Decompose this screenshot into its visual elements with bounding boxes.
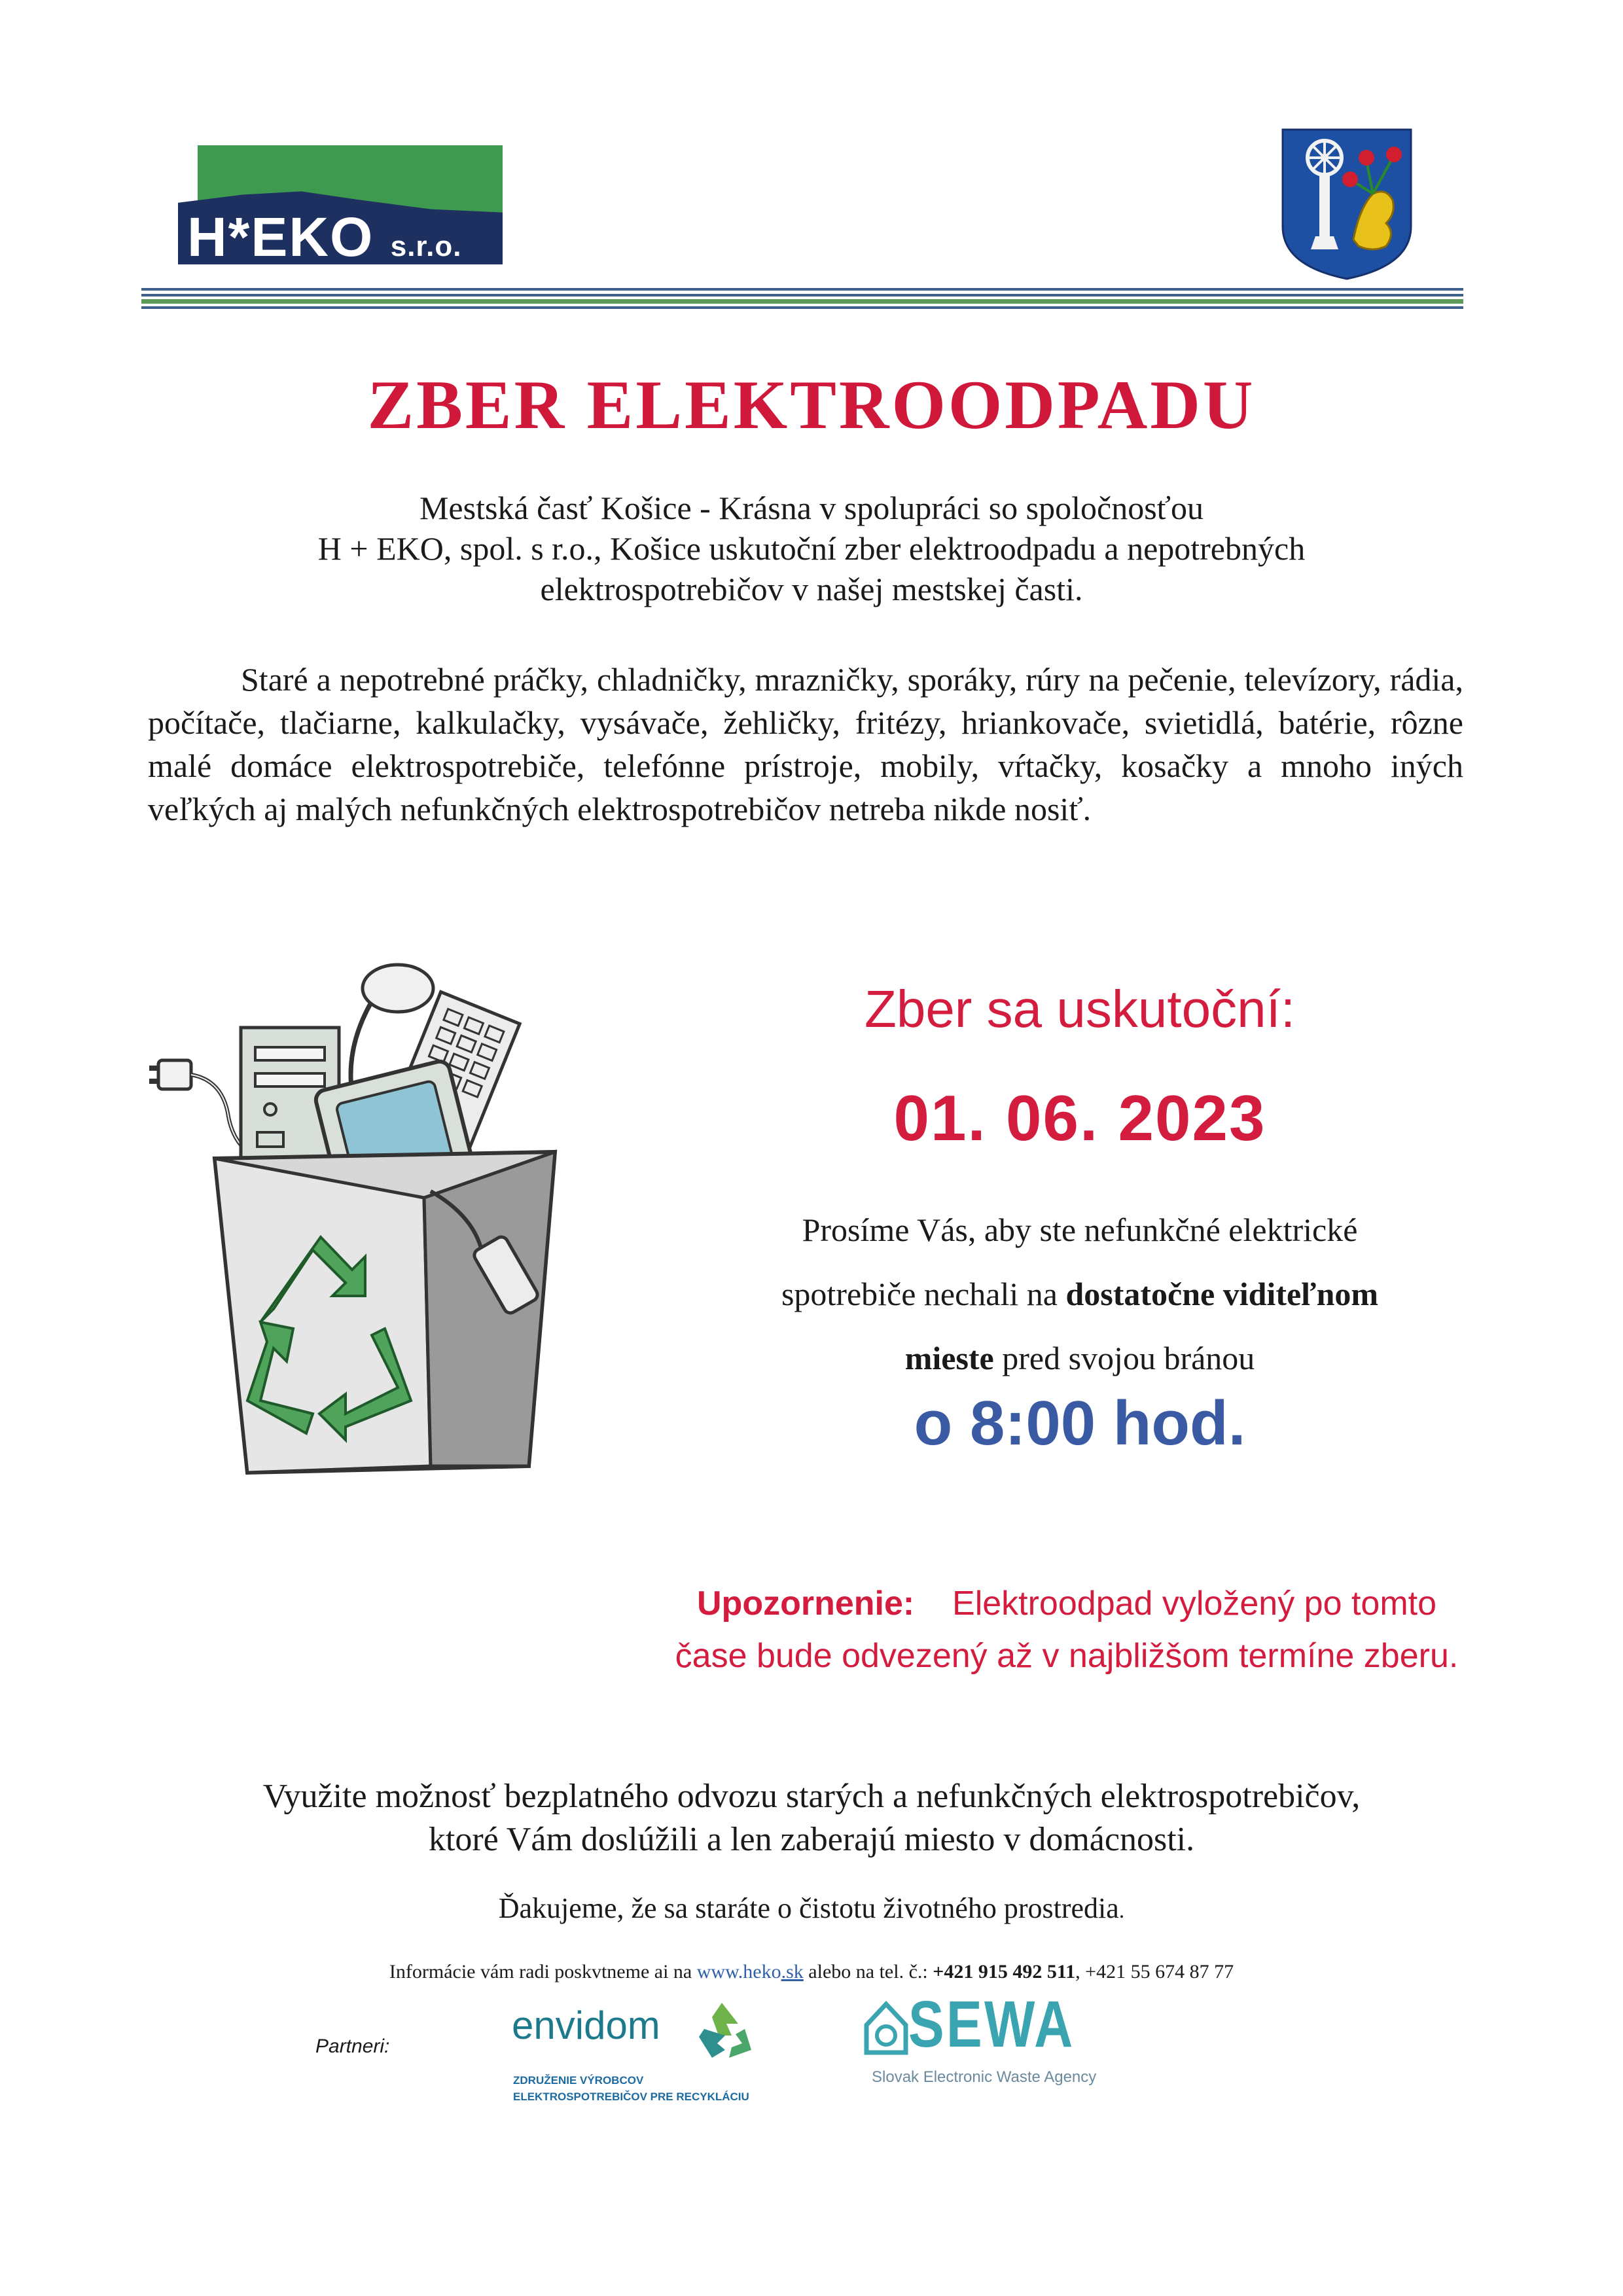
website-link-tld: .sk xyxy=(781,1961,804,1982)
envidom-logo xyxy=(510,2003,772,2114)
logo-text: H*EKO xyxy=(187,206,374,268)
envidom-subtitle: ZDRUŽENIE VÝROBCOV xyxy=(513,2074,644,2087)
request-line xyxy=(707,1326,1453,1390)
sewa-name: SEWA xyxy=(908,1988,1075,2061)
closing-line: ktoré Vám doslúžili a len zaberajú miesto v domácnosti. xyxy=(428,1821,1195,1858)
request-text: pred svojou bránou xyxy=(993,1340,1255,1376)
collection-time: o 8:00 hod. xyxy=(914,1388,1246,1458)
logo-suffix: s.r.o. xyxy=(390,230,462,262)
collection-label: Zber sa uskutoční: xyxy=(864,980,1296,1038)
page-title: ZBER ELEKTROODPADU xyxy=(367,367,1256,443)
info-middle: alebo na tel. č.: xyxy=(803,1961,933,1982)
thanks-message: Ďakujeme, že sa staráte o čistotu životného prostredia xyxy=(498,1892,1119,1924)
thanks-period: . xyxy=(1118,1899,1125,1923)
info-prefix: Informácie vám radi poskvtneme ai na xyxy=(389,1961,697,1982)
recycling-bin-icon xyxy=(149,942,607,1479)
request-emphasis: dostatočne viditeľnom xyxy=(1065,1276,1379,1312)
warning-text: čase bude odvezený až v najbližšom termíne zberu. xyxy=(675,1637,1459,1675)
contact-info xyxy=(131,1961,1492,1983)
intro-paragraph xyxy=(196,488,1427,609)
coat-of-arms-icon xyxy=(1281,128,1412,280)
phone-number-primary: +421 915 492 511 xyxy=(933,1961,1076,1982)
website-link-main: www.heko xyxy=(696,1961,781,1982)
request-line xyxy=(707,1262,1453,1326)
partners-label: Partneri: xyxy=(315,2036,390,2057)
website-link[interactable] xyxy=(697,1961,804,1982)
heko-logo xyxy=(178,145,503,268)
sewa-logo xyxy=(863,1988,1137,2093)
sewa-subtitle: Slovak Electronic Waste Agency xyxy=(872,2068,1097,2086)
envidom-recycle-icon xyxy=(686,1998,758,2063)
warning-label: Upozornenie: xyxy=(697,1585,915,1623)
request-paragraph xyxy=(707,1198,1453,1390)
envidom-name: envidom xyxy=(512,2003,660,2047)
phone-number-secondary: , +421 55 674 87 77 xyxy=(1075,1961,1234,1982)
appliance-list-paragraph: Staré a nepotrebné práčky, chladničky, mrazničky, sporáky, rúry na pečenie, televízory, rádia, počítače, tlačiarne, kalkulačky, vysávače, žehličky, fritézy, hriankovače, svietidlá, batérie, rôzne malé domáce elektrospotrebiče, telefónne prístroje, mobily, vŕtačky, kosačky a mnoho iných veľkých aj malých nefunkčných elektrospotrebičov netreba nikde nosiť. xyxy=(148,661,1463,827)
warning-notice xyxy=(537,1577,1597,1682)
request-emphasis: mieste xyxy=(904,1340,994,1376)
collection-date: 01. 06. 2023 xyxy=(893,1082,1266,1154)
warning-text: Elektroodpad vyložený po tomto xyxy=(952,1585,1436,1623)
closing-paragraph xyxy=(131,1775,1492,1861)
intro-line: elektrospotrebičov v našej mestskej časti. xyxy=(540,571,1083,607)
sewa-house-icon xyxy=(863,1999,910,2058)
closing-line: Využite možnosť bezplatného odvozu starých a nefunkčných elektrospotrebičov, xyxy=(262,1778,1361,1815)
envidom-subtitle: ELEKTROSPOTREBIČOV PRE RECYKLÁCIU xyxy=(513,2090,749,2103)
intro-line: H + EKO, spol. s r.o., Košice uskutoční zber elektroodpadu a nepotrebných xyxy=(317,530,1306,567)
intro-line: Mestská časť Košice - Krásna v spolupráci so spoločnosťou xyxy=(419,490,1204,526)
request-line: Prosíme Vás, aby ste nefunkčné elektrické xyxy=(802,1211,1358,1248)
thanks-text xyxy=(131,1892,1492,1925)
request-text: spotrebiče nechali na xyxy=(781,1276,1066,1312)
header-divider xyxy=(141,288,1463,314)
